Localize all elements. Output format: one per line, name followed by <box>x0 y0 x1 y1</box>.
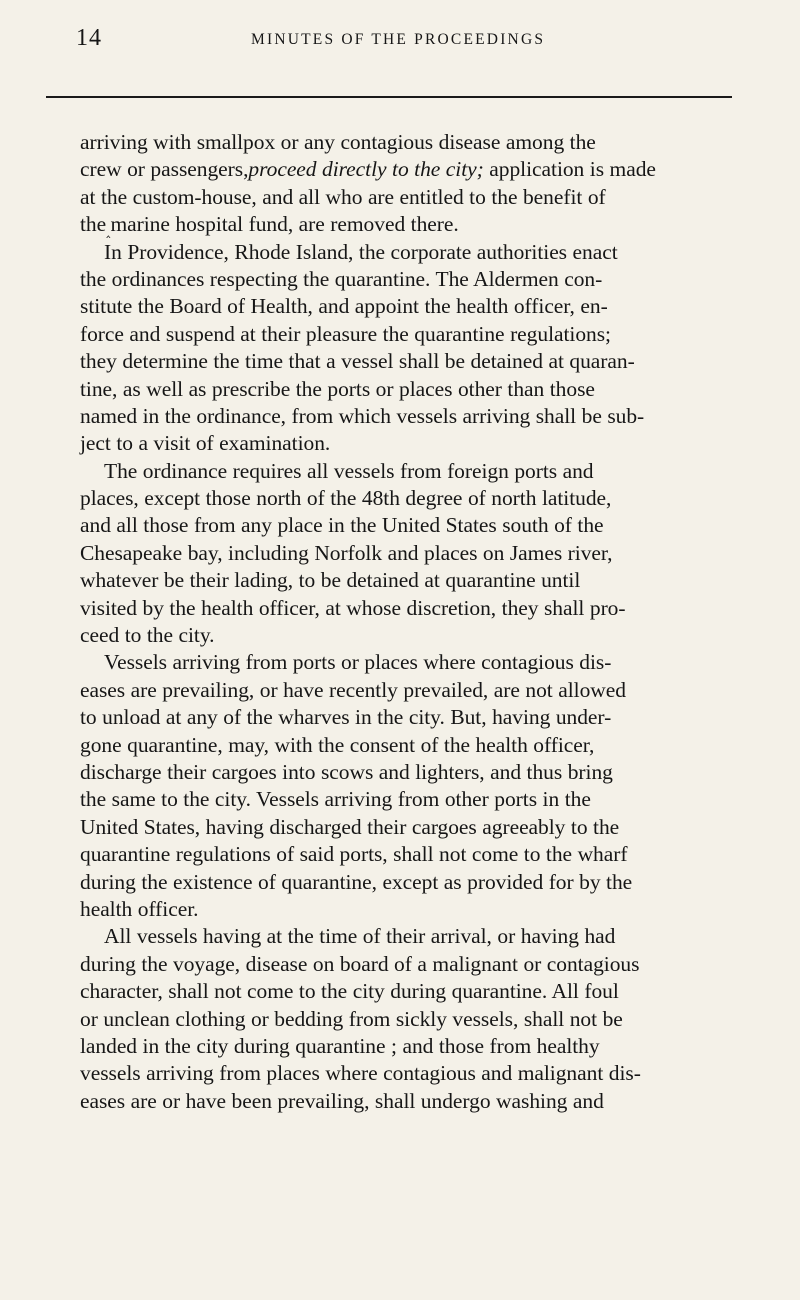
text-line: and all those from any place in the United States south of the <box>80 513 604 538</box>
text-line: United States, having discharged their cargoes agreeably to the <box>80 814 620 839</box>
text-line: they determine the time that a vessel shall be detained at quaran- <box>80 349 635 374</box>
text-line: eases are prevailing, or have recently prevailed, are not allowed <box>80 677 626 702</box>
text-line: arriving with smallpox or any contagious disease among the <box>80 130 596 154</box>
running-head: MINUTES OF THE PROCEEDINGS <box>251 31 546 48</box>
text-fragment: crew or passengers, <box>80 157 249 182</box>
text-fragment: application is made <box>483 157 656 182</box>
text-line: In Providence, Rhode Island, the corporate authorities enact <box>104 239 618 264</box>
text-line: to unload at any of the wharves in the city. But, having under- <box>80 705 612 730</box>
text-fragment: marine hospital fund, are removed there. <box>110 212 459 237</box>
text-line: or unclean clothing or bedding from sickly vessels, shall not be <box>80 1006 623 1031</box>
text-line: at the custom-house, and all who are entitled to the benefit of <box>80 184 606 209</box>
text-line: Vessels arriving from ports or places where contagious dis- <box>104 650 612 675</box>
text-line: health officer. <box>80 896 199 921</box>
text-line: eases are or have been prevailing, shall undergo washing and <box>80 1088 604 1113</box>
text-line: quarantine regulations of said ports, shall not come to the wharf <box>80 842 628 867</box>
printed-caret-mark: ‸ <box>106 223 111 239</box>
italic-text: proceed directly to the city; <box>248 157 484 182</box>
text-line: ject to a visit of examination. <box>80 431 331 456</box>
text-line: places, except those north of the 48th degree of north latitude, <box>80 486 612 511</box>
text-line: the ordinances respecting the quarantine. The Aldermen con- <box>80 266 603 291</box>
text-line: the same to the city. Vessels arriving from other ports in the <box>80 787 591 812</box>
text-line: named in the ordinance, from which vessels arriving shall be sub- <box>80 403 645 428</box>
text-line: stitute the Board of Health, and appoint the health officer, en- <box>80 294 608 319</box>
text-line: discharge their cargoes into scows and lighters, and thus bring <box>80 759 613 784</box>
text-line: during the existence of quarantine, except as provided for by the <box>80 869 633 894</box>
text-line: gone quarantine, may, with the consent of the health officer, <box>80 732 595 757</box>
text-line: force and suspend at their pleasure the quarantine regulations; <box>80 321 611 346</box>
text-line: The ordinance requires all vessels from foreign ports and <box>104 458 594 483</box>
text-line: tine, as well as prescribe the ports or places other than those <box>80 376 595 401</box>
text-fragment: the <box>80 212 107 237</box>
text-line: whatever be their lading, to be detained at quarantine until <box>80 568 581 593</box>
text-line: landed in the city during quarantine ; and those from healthy <box>80 1033 600 1058</box>
page-header <box>76 20 736 62</box>
text-line: during the voyage, disease on board of a malignant or contagious <box>80 951 640 976</box>
text-line: vessels arriving from places where contagious and malignant dis- <box>80 1061 641 1086</box>
text-line <box>80 156 740 183</box>
text-line <box>80 211 740 238</box>
text-line: visited by the health officer, at whose discretion, they shall pro- <box>80 595 626 620</box>
text-line: All vessels having at the time of their arrival, or having had <box>104 924 616 949</box>
text-line: character, shall not come to the city during quarantine. All foul <box>80 979 619 1004</box>
header-rule <box>46 96 732 98</box>
text-line: ceed to the city. <box>80 623 215 648</box>
text-line: Chesapeake bay, including Norfolk and places on James river, <box>80 540 613 565</box>
body-text <box>80 129 740 1115</box>
page-number: 14 <box>76 25 102 51</box>
